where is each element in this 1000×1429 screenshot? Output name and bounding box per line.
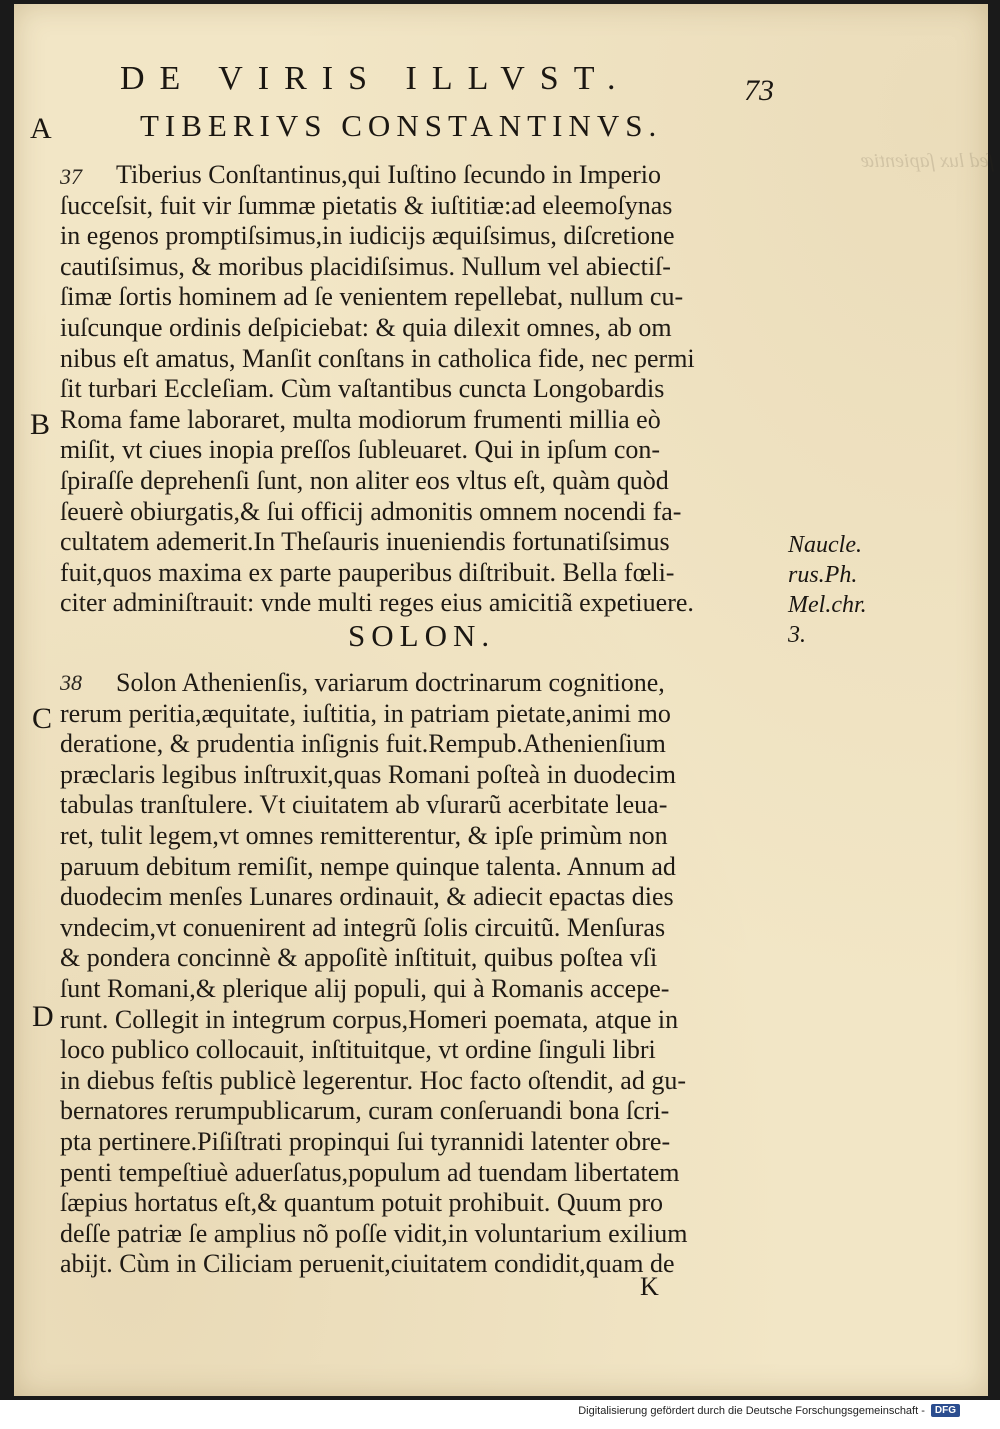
running-head: DE VIRIS ILLVST. bbox=[120, 60, 631, 97]
text-line: pta pertinere.Piſiſtrati propinqui ſui tyrannidi latenter obre- bbox=[60, 1126, 671, 1156]
text-line: rerum peritia,æquitate, iuſtitia, in patriam pietate,animi mo bbox=[60, 698, 671, 728]
marginal-note bbox=[788, 530, 867, 650]
footer-credit-text: Digitalisierung gefördert durch die Deutsche Forschungsgemeinschaft - bbox=[578, 1404, 925, 1417]
section-title-solon: SOLON. bbox=[348, 618, 496, 653]
text-line: citer adminiſtrauit: vnde multi reges eius amicitiã expetiuere. bbox=[60, 588, 694, 618]
margin-letter-b: B bbox=[30, 408, 51, 441]
text-line: tabulas tranſtulere. Vt ciuitatem ab vſurarũ acerbitate leua- bbox=[60, 790, 668, 820]
dfg-logo: DFG bbox=[931, 1404, 960, 1417]
text-line: præclaris legibus inſtruxit,quas Romani poſteà in duodecim bbox=[60, 759, 676, 789]
text-line: deſſe patriæ ſe amplius nõ poſſe vidit,in voluntarium exilium bbox=[60, 1218, 688, 1248]
section-tiberius-text bbox=[60, 160, 780, 619]
text-line: deratione, & prudentia inſignis fuit.Rempub.Athenienſium bbox=[60, 729, 666, 759]
text-line: ſæpius hortatus eſt,& quantum potuit prohibuit. Quum pro bbox=[60, 1188, 664, 1218]
text-line: bernatores rerumpublicarum, curam conſeruandi bona ſcri- bbox=[60, 1096, 670, 1126]
text-line: & pondera concinnè & appoſitè inſtituit, quibus poſtea vſi bbox=[60, 943, 658, 973]
text-line: in diebus feſtis publicè legerentur. Hoc facto oſtendit, ad gu- bbox=[60, 1065, 686, 1095]
text-line: loco publico collocauit, inſtituitque, vt ordine ſinguli libri bbox=[60, 1035, 656, 1065]
marginal-note-line: Mel.chr. bbox=[788, 592, 867, 618]
chapter-number-38: 38 bbox=[60, 670, 82, 695]
text-line: Roma fame laboraret, multa modiorum frumenti millia eò bbox=[60, 404, 661, 434]
margin-letter-d: D bbox=[32, 1000, 54, 1033]
text-line: fuit,quos maxima ex parte pauperibus diſtribuit. Bella fœli- bbox=[60, 557, 675, 587]
text-line: in egenos promptiſsimus,in iudicijs æquiſsimus, diſcretione bbox=[60, 221, 675, 251]
text-line: runt. Collegit in integrum corpus,Homeri poemata, atque in bbox=[60, 1004, 679, 1034]
text-line: ſimæ ſortis hominem ad ſe venientem repellebat, nullum cu- bbox=[60, 282, 684, 312]
text-line: abijt. Cùm in Ciliciam peruenit,ciuitatem condidit,quam de bbox=[60, 1249, 675, 1279]
text-line: ſeuerè obiurgatis,& ſui officij admonitis omnem nocendi fa- bbox=[60, 496, 682, 526]
section-title-tiberius: TIBERIVS CONSTANTINVS. bbox=[140, 108, 663, 143]
marginal-note-line: 3. bbox=[788, 622, 806, 648]
text-line: penti tempeſtiuè aduerſatus,populum ad tuendam libertatem bbox=[60, 1157, 680, 1187]
text-line: cultatem ademerit.In Theſauris inueniendis fortunatiſsimus bbox=[60, 527, 670, 557]
text-line: ret, tulit legem,vt omnes remitterentur, & ipſe primùm non bbox=[60, 820, 668, 850]
chapter-number-37: 37 bbox=[60, 164, 82, 189]
text-line: ſucceſsit, fuit vir ſummæ pietatis & iuſtitiæ:ad eleemoſynas bbox=[60, 190, 673, 220]
text-line: iuſcunque ordinis deſpiciebat: & quia dilexit omnes, ab om bbox=[60, 312, 672, 342]
page-number: 73 bbox=[744, 74, 774, 107]
section-solon-text bbox=[60, 668, 780, 1280]
text-line: ſit turbari Eccleſiam. Cùm vaſtantibus cuncta Longobardis bbox=[60, 374, 665, 404]
footer-credit bbox=[578, 1404, 960, 1417]
text-line: cautiſsimus, & moribus placidiſsimus. Nullum vel abiectiſ- bbox=[60, 251, 671, 281]
text-line: Tiberius Conſtantinus,qui Iuſtino ſecundo in Imperio bbox=[116, 160, 662, 189]
margin-letter-c: C bbox=[32, 702, 53, 735]
marginal-note-line: rus.Ph. bbox=[788, 562, 858, 588]
text-line: ſunt Romani,& plerique alij populi, qui à Romanis accepe- bbox=[60, 973, 670, 1003]
margin-letter-a: A bbox=[30, 112, 52, 145]
show-through-text: ſed lux ſapientiæ bbox=[860, 150, 994, 172]
text-line: miſit, vt ciues inopia preſſos ſubleuaret. Qui in ipſum con- bbox=[60, 435, 661, 465]
text-line: nibus eſt amatus, Manſit conſtans in catholica fide, nec permi bbox=[60, 343, 695, 373]
text-line: Solon Athenienſis, variarum doctrinarum cognitione, bbox=[116, 668, 665, 697]
signature-mark: K bbox=[640, 1272, 659, 1301]
text-line: duodecim menſes Lunares ordinauit, & adiecit epactas dies bbox=[60, 882, 674, 912]
text-line: vndecim,vt conuenirent ad integrũ ſolis circuitũ. Menſuras bbox=[60, 912, 666, 942]
marginal-note-line: Naucle. bbox=[788, 532, 862, 558]
text-line: paruum debitum remiſit, nempe quinque talenta. Annum ad bbox=[60, 851, 676, 881]
text-line: ſpiraſſe deprehenſi ſunt, non aliter eos vltus eſt, quàm quòd bbox=[60, 465, 669, 495]
